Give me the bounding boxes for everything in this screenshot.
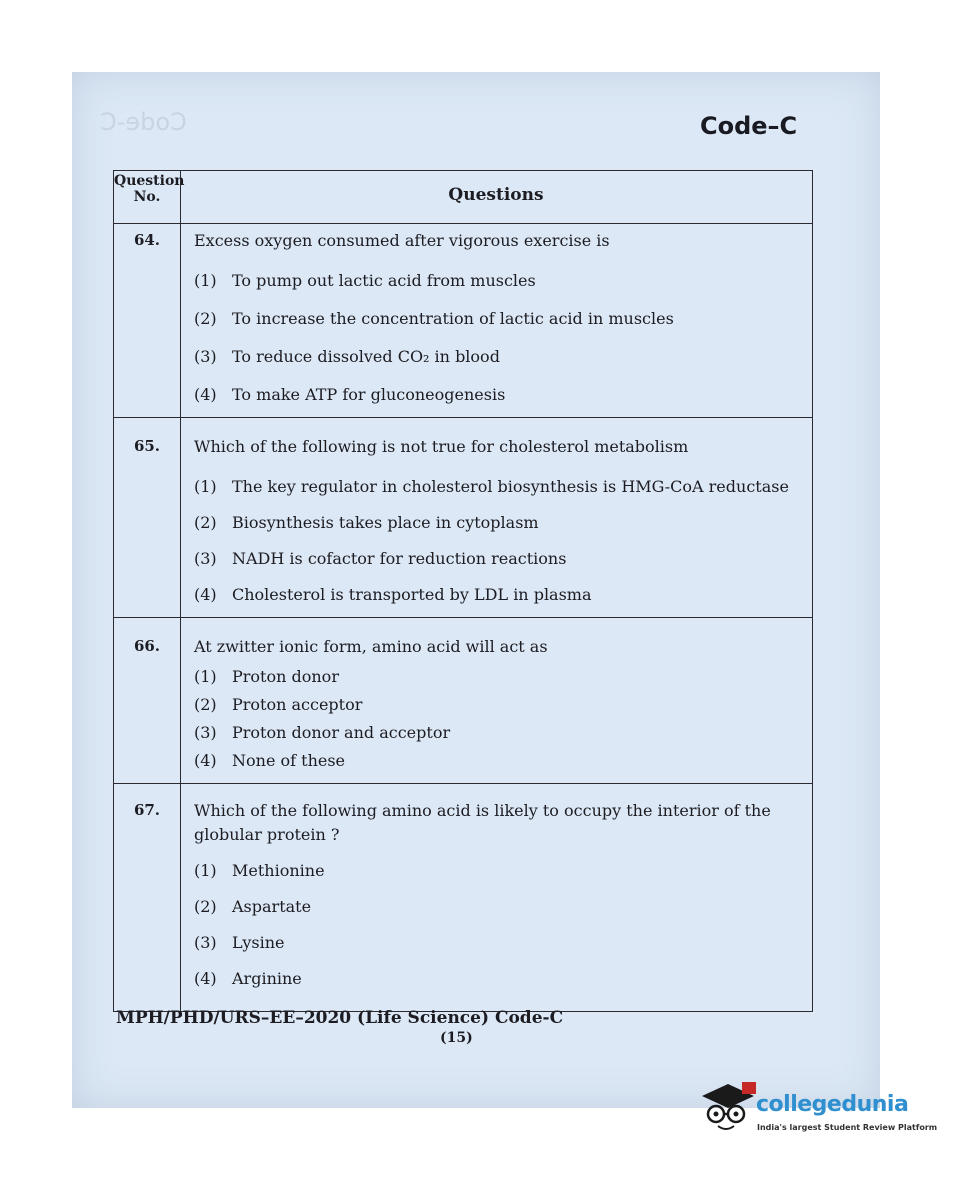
option-text: Proton acceptor: [232, 695, 363, 714]
questions-header: Questions: [448, 185, 544, 205]
option-number: (2): [194, 309, 217, 328]
option: [194, 969, 302, 988]
option-text: Cholesterol is transported by LDL in plasma: [232, 585, 592, 604]
option-number: (1): [194, 477, 217, 496]
option: [194, 385, 505, 404]
option-number: (3): [194, 549, 217, 568]
option-number: (3): [194, 347, 217, 366]
option-text: To reduce dissolved CO₂ in blood: [232, 347, 500, 366]
option-number: (4): [194, 585, 217, 604]
header-line-2: No.: [133, 189, 161, 205]
row-divider: [114, 617, 812, 618]
row-divider: [114, 783, 812, 784]
paper-code: Code–C: [700, 112, 798, 140]
question-number: 66.: [133, 637, 161, 655]
option-text: Methionine: [232, 861, 325, 880]
option-text: Lysine: [232, 933, 285, 952]
option: [194, 861, 325, 880]
question-text: Which of the following is not true for cholesterol metabolism: [194, 437, 689, 456]
option: [194, 549, 566, 568]
option: [194, 695, 362, 714]
option: [194, 723, 450, 742]
header-divider: [114, 223, 812, 224]
option-number: (1): [194, 667, 217, 686]
option-text: None of these: [232, 751, 346, 770]
option-text: Biosynthesis takes place in cytoplasm: [232, 513, 539, 532]
option-number: (4): [194, 385, 217, 404]
watermark-brand: collegedunia: [756, 1092, 909, 1117]
question-number: 65.: [133, 437, 161, 455]
option-number: (2): [194, 897, 217, 916]
exam-footer: MPH/PHD/URS–EE–2020 (Life Science) Code-C: [116, 1008, 564, 1028]
option-text: To make ATP for gluconeogenesis: [232, 385, 506, 404]
option-text: The key regulator in cholesterol biosynthesis is HMG-CoA reductase: [232, 477, 789, 496]
option-number: (2): [194, 513, 217, 532]
option-text: Proton donor: [232, 667, 339, 686]
question-table: [113, 170, 813, 1012]
question-text: Which of the following amino acid is likely to occupy the interior of the globular protein ?: [194, 801, 771, 844]
option: [194, 933, 284, 952]
bleed-through-text: Code-C: [100, 108, 187, 136]
option: [194, 271, 536, 290]
question-number: 64.: [133, 231, 161, 249]
option-text: Arginine: [232, 969, 302, 988]
option-number: (4): [194, 969, 217, 988]
option-text: To increase the concentration of lactic acid in muscles: [232, 309, 674, 328]
option-number: (3): [194, 723, 217, 742]
question-no-header: [114, 171, 185, 211]
option-number: (1): [194, 271, 217, 290]
option: [194, 667, 339, 686]
option-number: (2): [194, 695, 217, 714]
question-text: At zwitter ionic form, amino acid will act as: [194, 637, 548, 656]
header-line-1: Question: [114, 173, 185, 189]
column-divider: [180, 171, 181, 1011]
option: [194, 513, 539, 532]
option-text: NADH is cofactor for reduction reactions: [232, 549, 567, 568]
option-text: To pump out lactic acid from muscles: [232, 271, 536, 290]
option-text: Proton donor and acceptor: [232, 723, 451, 742]
row-divider: [114, 417, 812, 418]
option: [194, 309, 674, 328]
watermark-tagline: India's largest Student Review Platform: [757, 1123, 938, 1132]
option: [194, 477, 789, 496]
question-text: Excess oxygen consumed after vigorous exercise is: [194, 231, 610, 250]
option-number: (4): [194, 751, 217, 770]
option-number: (3): [194, 933, 217, 952]
option: [194, 897, 311, 916]
question-number: 67.: [133, 801, 161, 819]
option: [194, 751, 345, 770]
page-number: (15): [440, 1030, 473, 1046]
option: [194, 347, 500, 366]
option-number: (1): [194, 861, 217, 880]
option: [194, 585, 592, 604]
option-text: Aspartate: [232, 897, 312, 916]
